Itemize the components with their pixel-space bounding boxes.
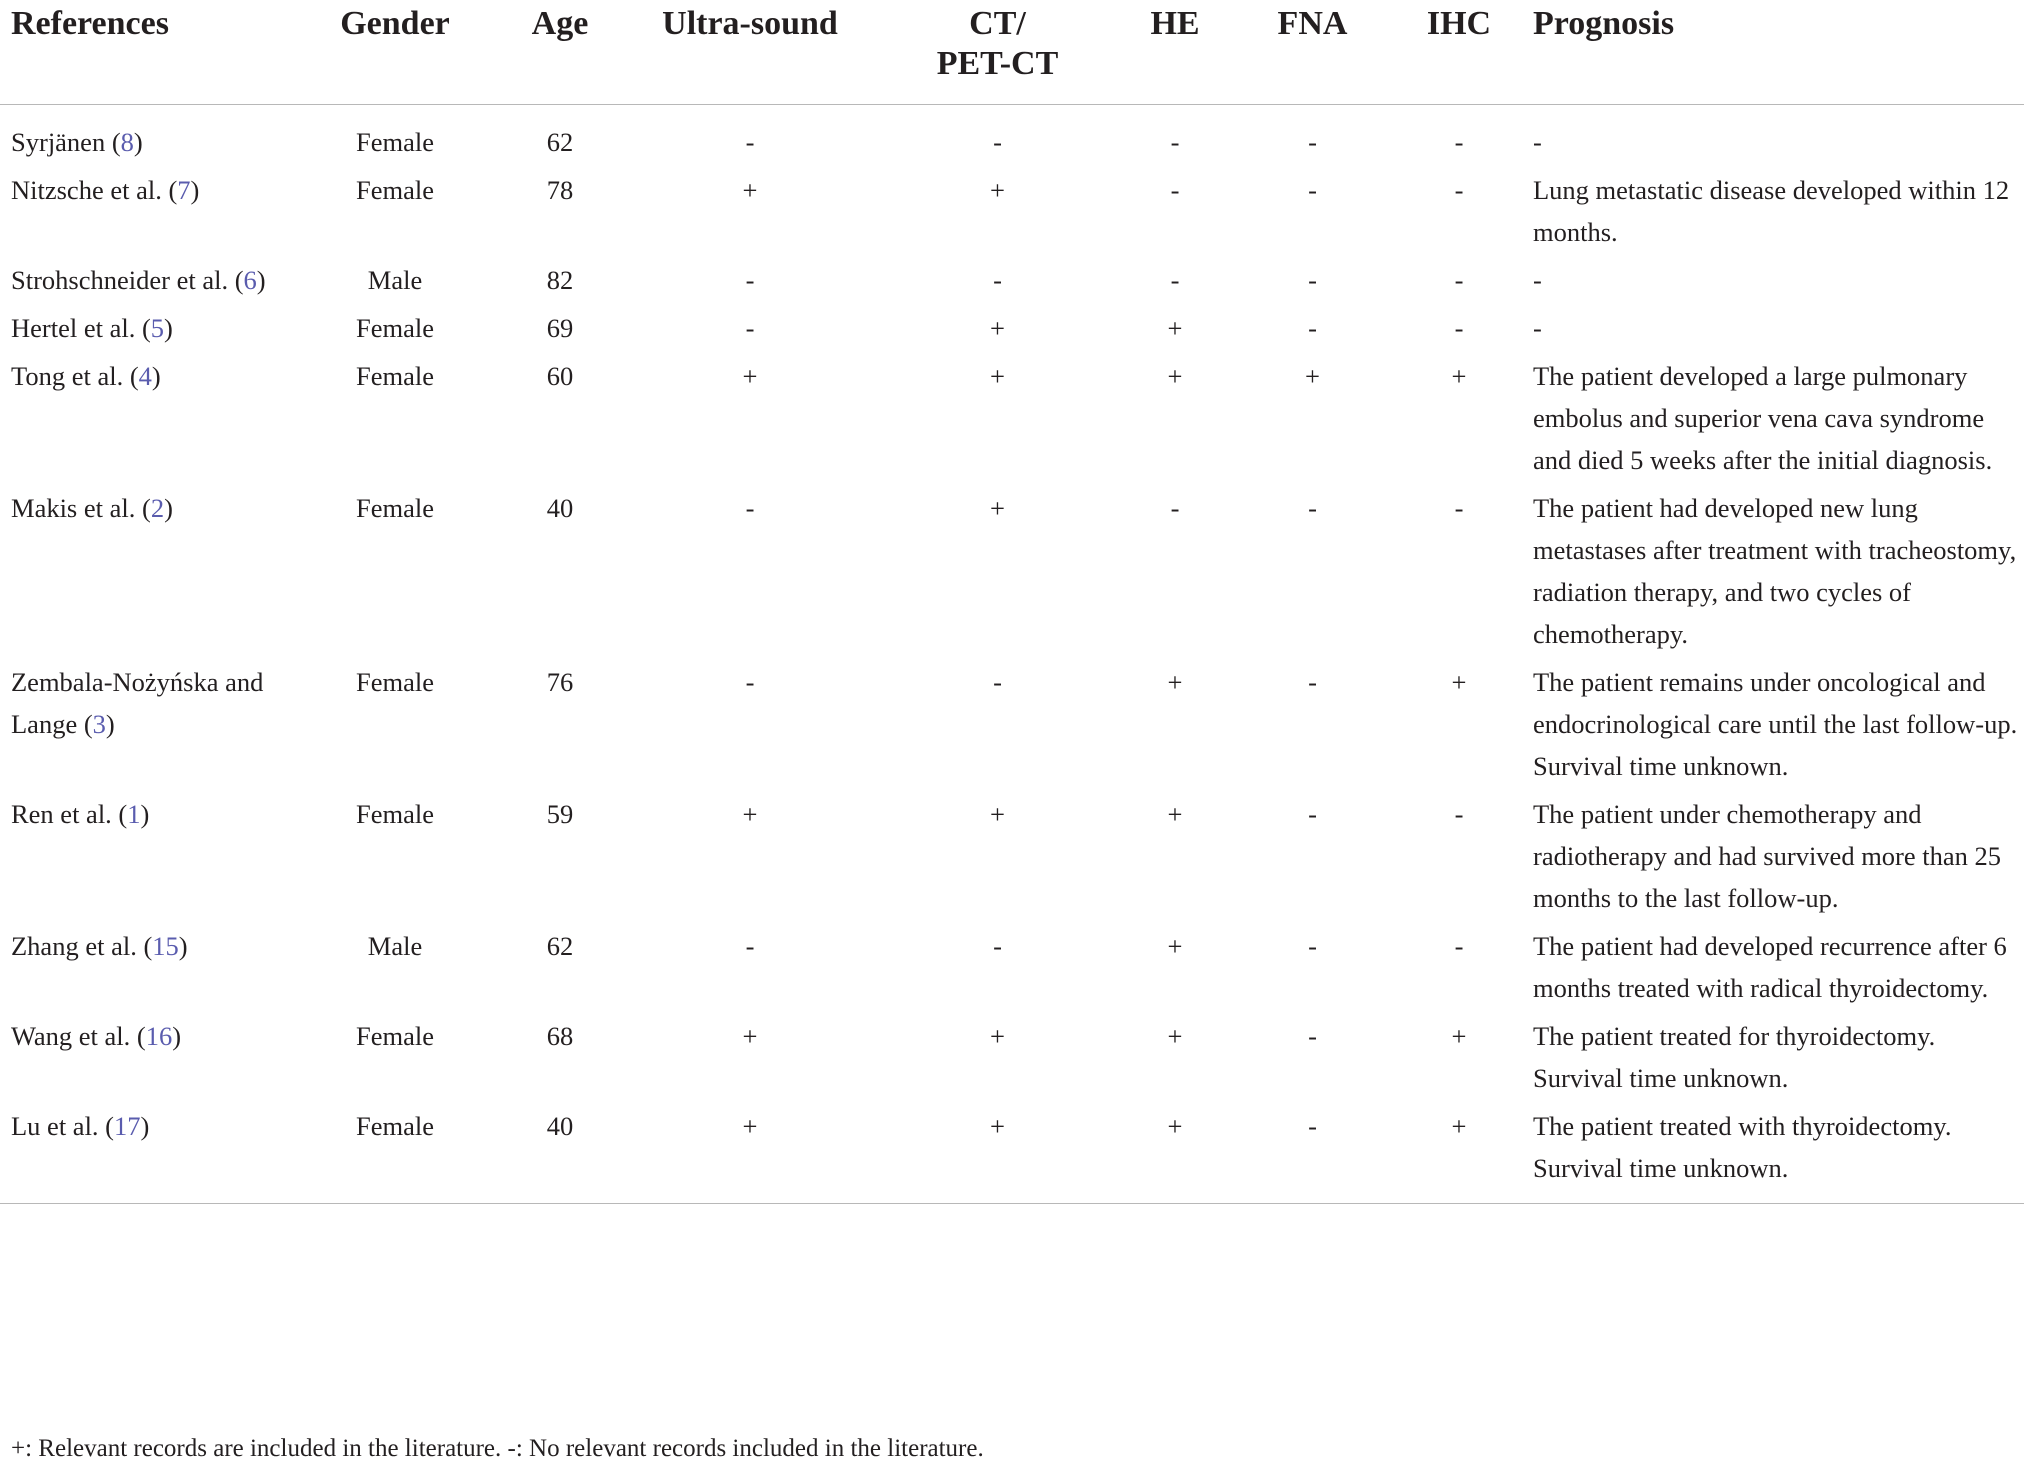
cell-reference <box>0 259 285 307</box>
cell-reference <box>0 1015 285 1105</box>
header-ct: CT/ PET-CT <box>885 0 1110 105</box>
header-row <box>0 0 2024 105</box>
citation-link[interactable]: 16 <box>145 1021 173 1051</box>
cell-prognosis: The patient had developed recurrence after 6 months treated with radical thyroidectomy. <box>1533 931 2007 1003</box>
reference-text: Lu et al. ( <box>11 1111 115 1141</box>
cell-ihc: - <box>1454 175 1464 205</box>
cell-ultrasound: - <box>745 313 755 343</box>
table-row <box>0 1105 2024 1204</box>
citation-link[interactable]: 2 <box>150 493 165 523</box>
cell-fna: - <box>1308 799 1317 829</box>
cell-ct: + <box>990 493 1005 523</box>
cell-reference <box>0 925 285 1015</box>
cell-fna: - <box>1308 127 1317 157</box>
cell-ultrasound: + <box>742 799 758 829</box>
cell-ihc: - <box>1454 265 1464 295</box>
table-row <box>0 661 2024 793</box>
cell-age: 40 <box>546 493 574 523</box>
reference-tail: ) <box>151 361 161 391</box>
reference-tail: ) <box>133 127 143 157</box>
cell-ihc: - <box>1454 313 1464 343</box>
reference-tail: ) <box>140 1111 150 1141</box>
cell-he: + <box>1167 313 1183 343</box>
cell-gender: Female <box>356 361 434 391</box>
cell-ct: + <box>990 313 1005 343</box>
header-he: HE <box>1110 0 1240 105</box>
cell-he: - <box>1170 175 1180 205</box>
cell-age: 62 <box>546 931 574 961</box>
cell-reference <box>0 307 285 355</box>
citation-link[interactable]: 5 <box>150 313 165 343</box>
cell-reference <box>0 487 285 661</box>
cell-ct: + <box>990 799 1005 829</box>
cell-he: - <box>1170 127 1180 157</box>
cell-age: 76 <box>546 667 574 697</box>
citation-link[interactable]: 15 <box>152 931 179 961</box>
reference-tail: ) <box>178 931 188 961</box>
cell-ct: + <box>990 175 1005 205</box>
citation-link[interactable]: 1 <box>127 799 141 829</box>
cell-ihc: + <box>1451 361 1467 391</box>
cell-prognosis: The patient had developed new lung metastases after treatment with tracheostomy, radiation therapy, and two cycles of chemotherapy. <box>1533 493 2017 649</box>
citation-link[interactable]: 3 <box>92 709 106 739</box>
reference-text: Nitzsche et al. ( <box>11 175 178 205</box>
cell-fna: - <box>1308 1021 1317 1051</box>
table-row <box>0 925 2024 1015</box>
cell-ultrasound: - <box>745 127 755 157</box>
cell-fna: - <box>1308 175 1317 205</box>
header-prognosis: Prognosis <box>1533 0 2024 105</box>
cell-gender: Male <box>367 931 423 961</box>
cell-prognosis: - <box>1533 265 1542 295</box>
cell-gender: Female <box>285 1105 505 1204</box>
cell-ct: - <box>993 127 1002 157</box>
reference-tail: ) <box>140 799 150 829</box>
table-row <box>0 355 2024 487</box>
cell-ct: - <box>993 667 1002 697</box>
cell-reference <box>0 169 285 259</box>
cell-gender: Female <box>356 175 434 205</box>
cell-he: - <box>1170 265 1180 295</box>
cell-ct: + <box>885 1105 1110 1204</box>
reference-tail: ) <box>190 175 200 205</box>
cell-ct: - <box>993 931 1002 961</box>
cell-ihc: + <box>1451 1021 1467 1051</box>
table-row <box>0 487 2024 661</box>
cell-gender: Female <box>356 313 434 343</box>
cell-he: + <box>1167 931 1183 961</box>
cell-fna: - <box>1308 493 1317 523</box>
cell-reference <box>0 105 285 170</box>
header-fna: FNA <box>1240 0 1385 105</box>
cell-ultrasound: + <box>742 175 758 205</box>
cell-prognosis: The patient under chemotherapy and radiotherapy and had survived more than 25 months to the last follow-up. <box>1533 799 2002 913</box>
cell-age: 69 <box>546 313 574 343</box>
reference-text: Syrjänen ( <box>11 127 121 157</box>
cell-reference <box>0 355 285 487</box>
cell-gender: Female <box>356 667 434 697</box>
cell-age: 40 <box>505 1105 615 1204</box>
cell-ihc: - <box>1454 931 1464 961</box>
reference-tail: ) <box>172 1021 182 1051</box>
citation-link[interactable]: 6 <box>243 265 257 295</box>
cell-fna: - <box>1308 313 1317 343</box>
cell-gender: Female <box>356 127 434 157</box>
header-gender: Gender <box>285 0 505 105</box>
reference-text: Zhang et al. ( <box>11 931 153 961</box>
cell-age: 59 <box>546 799 574 829</box>
table-row <box>0 259 2024 307</box>
cell-age: 82 <box>546 265 574 295</box>
cell-prognosis: - <box>1533 127 1542 157</box>
reference-text: Strohschneider et al. ( <box>11 265 244 295</box>
reference-text: Hertel et al. ( <box>11 313 151 343</box>
header-references: References <box>0 0 285 105</box>
cell-fna: - <box>1308 265 1317 295</box>
cell-ihc: - <box>1454 493 1464 523</box>
cell-gender: Female <box>356 1021 434 1051</box>
cell-reference <box>0 1105 285 1204</box>
header-ihc: IHC <box>1385 0 1533 105</box>
cell-ultrasound: - <box>745 493 755 523</box>
citation-link[interactable]: 4 <box>138 361 152 391</box>
table-row <box>0 1015 2024 1105</box>
reference-tail: ) <box>164 493 173 523</box>
cell-ct: - <box>993 265 1002 295</box>
cell-ultrasound: - <box>745 931 755 961</box>
table-row <box>0 169 2024 259</box>
reference-tail: ) <box>164 313 173 343</box>
cell-age: 78 <box>546 175 574 205</box>
cell-ultrasound: + <box>615 1105 885 1204</box>
citation-link[interactable]: 8 <box>120 127 134 157</box>
cell-age: 60 <box>546 361 574 391</box>
cell-ultrasound: + <box>742 1021 758 1051</box>
cell-ct: + <box>990 361 1005 391</box>
cell-he: + <box>1110 1105 1240 1204</box>
cell-ct: + <box>990 1021 1005 1051</box>
reference-tail: ) <box>256 265 266 295</box>
cell-he: + <box>1167 361 1183 391</box>
cell-gender: Female <box>356 799 434 829</box>
reference-text: Tong et al. ( <box>11 361 139 391</box>
header-ultrasound: Ultra-sound <box>615 0 885 105</box>
cell-age: 68 <box>546 1021 574 1051</box>
cell-fna: - <box>1308 667 1317 697</box>
reference-text: Makis et al. ( <box>11 493 151 523</box>
cell-ultrasound: - <box>745 667 755 697</box>
cell-prognosis: Lung metastatic disease developed within 12 months. <box>1533 175 2010 247</box>
reference-tail: ) <box>105 709 115 739</box>
cell-reference <box>0 793 285 925</box>
cell-ultrasound: - <box>745 265 755 295</box>
cell-prognosis: The patient treated for thyroidectomy. Survival time unknown. <box>1533 1021 1936 1093</box>
cell-fna: + <box>1305 361 1320 391</box>
cell-gender: Female <box>356 493 434 523</box>
cell-prognosis: - <box>1533 313 1542 343</box>
cell-fna: - <box>1308 931 1317 961</box>
cell-he: + <box>1167 1021 1183 1051</box>
reference-text: Wang et al. ( <box>11 1021 146 1051</box>
cell-prognosis: The patient treated with thyroidectomy. Survival time unknown. <box>1533 1105 2024 1204</box>
cell-he: + <box>1167 799 1183 829</box>
cell-he: - <box>1170 493 1180 523</box>
header-age: Age <box>505 0 615 105</box>
cell-ihc: + <box>1385 1105 1533 1204</box>
cell-ihc: - <box>1454 799 1464 829</box>
reference-text: Ren et al. ( <box>11 799 128 829</box>
cell-fna: - <box>1240 1105 1385 1204</box>
cell-ihc: - <box>1454 127 1464 157</box>
reference-text: Zembala-Nożyńska and Lange ( <box>11 667 264 739</box>
cell-prognosis: The patient remains under oncological and endocrinological care until the last follow-up. Survival time unknown. <box>1533 667 2018 781</box>
cell-gender: Male <box>367 265 423 295</box>
table-footnote: +: Relevant records are included in the literature. -: No relevant records included in the literature. <box>11 1435 984 1462</box>
table-row <box>0 307 2024 355</box>
cell-reference <box>0 661 285 793</box>
cell-he: + <box>1167 667 1183 697</box>
table-row <box>0 793 2024 925</box>
citation-link[interactable]: 17 <box>114 1111 141 1141</box>
cell-ultrasound: + <box>742 361 758 391</box>
cell-age: 62 <box>546 127 574 157</box>
table-body <box>0 105 2024 1204</box>
cell-ihc: + <box>1451 667 1467 697</box>
table-row <box>0 105 2024 170</box>
citation-link[interactable]: 7 <box>177 175 191 205</box>
cell-prognosis: The patient developed a large pulmonary embolus and superior vena cava syndrome and died 5 weeks after the initial diagnosis. <box>1533 361 1993 475</box>
